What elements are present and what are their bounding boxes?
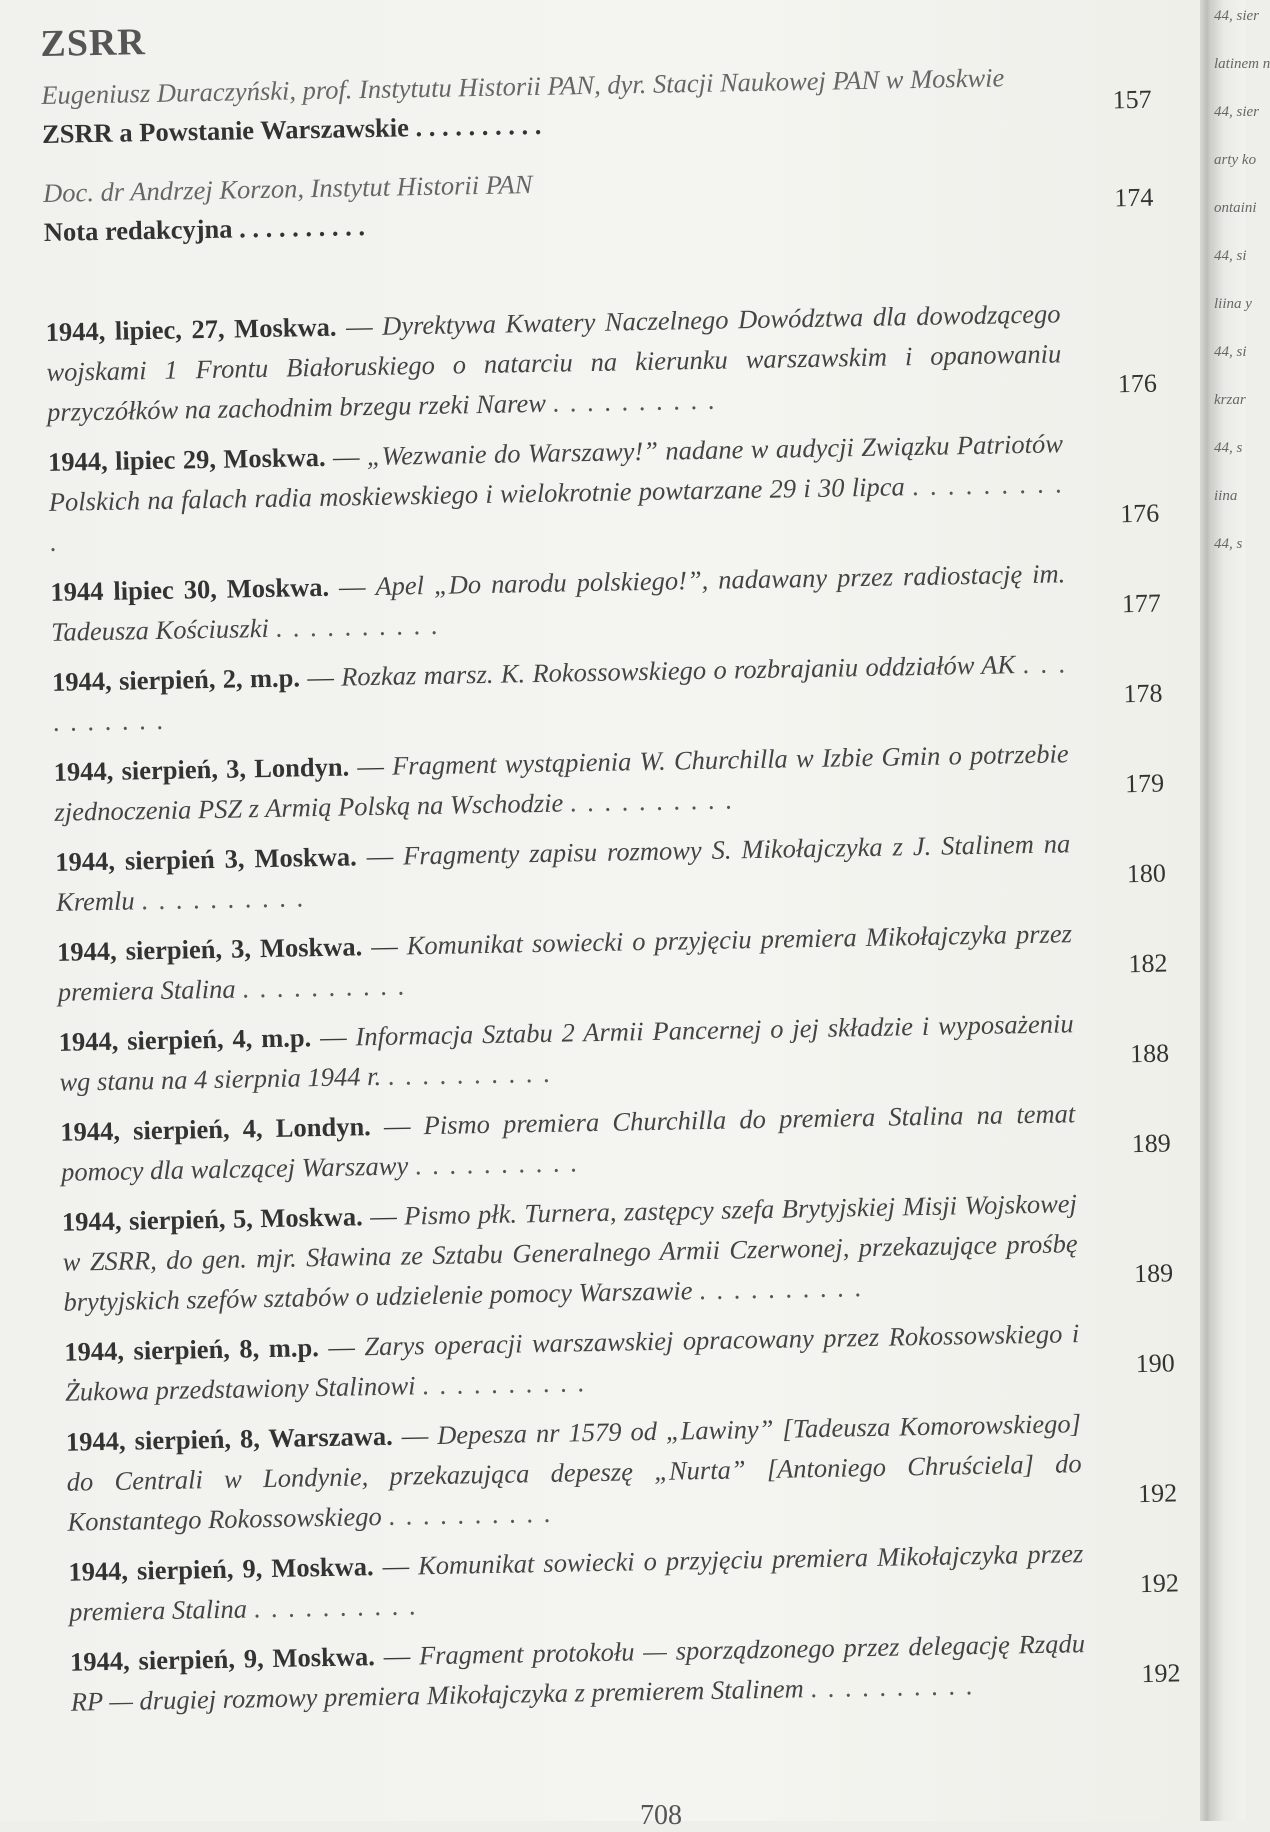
adjacent-page-text: 44, sier xyxy=(1214,8,1259,24)
adjacent-page-text: krzar xyxy=(1214,392,1246,408)
entry-description: Komunikat sowiecki o przyjęciu premiera Mikołajczyka przez premiera Stalina xyxy=(68,1538,1084,1627)
adjacent-page-text: arty ko xyxy=(1214,152,1257,168)
entry-description: Komunikat sowiecki o przyjęciu premiera Mikołajczyka przez premiera Stalina xyxy=(57,918,1073,1007)
adjacent-page-text: 44, s xyxy=(1214,536,1243,552)
dot-leader: . . . . . . . . . . xyxy=(253,1590,418,1624)
entry-separator: — xyxy=(370,930,398,962)
toc-entry xyxy=(53,732,1164,832)
entry-date-place: 1944, sierpień 3, Moskwa. xyxy=(55,841,358,877)
adjacent-page-text: latinem n xyxy=(1214,56,1270,72)
page-ref: 179 xyxy=(1124,768,1165,799)
entry-date-place: 1944, sierpień, 8, Warszawa. xyxy=(65,1420,394,1457)
entry-description: Fragmenty zapisu rozmowy S. Mikołajczyka z J. Stalinem na Kremlu xyxy=(55,828,1071,917)
page-ref: 190 xyxy=(1135,1348,1176,1379)
toc-entry xyxy=(66,1401,1178,1541)
entry-description: Informacja Sztabu 2 Armii Pancernej o jej składzie i wyposażeniu wg stanu na 4 sierpnia 1944 r. xyxy=(59,1008,1074,1097)
entry-separator: — xyxy=(401,1420,429,1451)
article-author: Doc. dr Andrzej Korzon, Instytut Historii PAN xyxy=(42,169,533,208)
dot-leader: . . . . . . . . . . xyxy=(140,882,306,916)
entry-date-place: 1944, sierpień, 9, Moskwa. xyxy=(68,1551,374,1587)
toc-entry xyxy=(58,1001,1169,1101)
entry-date-place: 1944, sierpień, 5, Moskwa. xyxy=(61,1201,363,1237)
entry-description: Fragment protokołu — sporządzonego przez delegację Rządu RP — drugiej rozmowy premiera Mikołajczyka z premierem Stalinem xyxy=(70,1628,1086,1717)
entry-separator: — xyxy=(319,1021,347,1053)
entry-date-place: 1944, sierpień, 2, m.p. xyxy=(51,662,301,697)
toc-entry xyxy=(55,822,1166,922)
entry-separator: — xyxy=(383,1640,411,1671)
dot-leader: . . . . . . . . . . xyxy=(414,1147,579,1181)
dot-leader: . . . . . . . . . . xyxy=(241,970,407,1004)
toc-entry xyxy=(70,1621,1181,1721)
entry-date-place: 1944, lipiec 29, Moskwa. xyxy=(47,441,326,477)
table-of-contents xyxy=(40,2,1181,1732)
dot-leader: . . . . . . . . . . xyxy=(387,1057,552,1091)
page-ref: 189 xyxy=(1131,1128,1171,1159)
dot-leader: . . . . . . . . . . xyxy=(421,1367,587,1401)
adjacent-page-edge xyxy=(1212,0,1270,1821)
page-ref: 178 xyxy=(1123,678,1163,709)
article-title: ZSRR a Powstanie Warszawskie xyxy=(41,112,410,149)
toc-entry xyxy=(45,292,1157,432)
article-title: Nota redakcyjna xyxy=(43,213,233,247)
toc-entry xyxy=(50,552,1161,652)
page-ref: 174 xyxy=(1114,182,1154,213)
page-ref: 177 xyxy=(1121,588,1162,619)
dot-leader: . . . . . . . . . . xyxy=(52,648,1068,737)
page-ref: 176 xyxy=(1119,498,1160,529)
adjacent-page-text: 44, si xyxy=(1214,344,1247,360)
entry-description: Pismo płk. Turnera, zastępcy szefa Brytyjskiej Misji Wojskowej w ZSRR, do gen. mjr. Sławina ze Sztabu Generalnego Armii Czerwonej, przekazujące prośbę brytyjskich szefów sztabów o udzielenie pomocy Warszawie xyxy=(62,1188,1078,1317)
adjacent-page-text: 44, sier xyxy=(1214,104,1259,120)
entry-separator: — xyxy=(332,441,360,472)
page-ref: 176 xyxy=(1117,368,1158,399)
dot-leader: . . . . . . . . . . xyxy=(49,468,1064,557)
page-ref: 180 xyxy=(1126,858,1167,889)
page-ref: 182 xyxy=(1128,948,1168,979)
article-entry xyxy=(43,154,1154,252)
page-number: 708 xyxy=(640,1800,682,1831)
page-ref: 157 xyxy=(1112,84,1152,115)
adjacent-page-text: liina y xyxy=(1214,296,1252,312)
dot-leader: . . . . . . . . . . xyxy=(552,384,717,418)
toc-entry xyxy=(64,1311,1175,1411)
dot-leader: . . . . . . . . . . xyxy=(388,1497,553,1531)
section-title: ZSRR xyxy=(40,21,147,65)
entry-description: Apel „Do narodu polskiego!”, nadawany przez radiostację im. Tadeusza Kościuszki xyxy=(50,558,1066,647)
entry-date-place: 1944, sierpień, 4, m.p. xyxy=(58,1022,312,1057)
dot-leader: . . . . . . . . . . xyxy=(569,784,734,818)
entry-date-place: 1944, sierpień, 4, Londyn. xyxy=(60,1111,372,1147)
entry-separator: — xyxy=(383,1110,411,1141)
entry-description: Fragment wystąpienia W. Churchilla w Izbie Gmin o potrzebie zjednoczenia PSZ z Armią Polską na Wschodzie xyxy=(54,738,1069,827)
page-ref: 192 xyxy=(1139,1568,1180,1599)
entry-separator: — xyxy=(366,840,394,872)
page-ref: 189 xyxy=(1133,1258,1174,1289)
adjacent-page-text: ontaini xyxy=(1214,200,1257,216)
toc-entry xyxy=(60,1091,1171,1191)
entry-description: Pismo premiera Churchilla do premiera Stalina na temat pomocy dla walczącej Warszawy xyxy=(60,1098,1076,1187)
article-entry xyxy=(41,56,1152,154)
entry-separator: — xyxy=(382,1550,410,1581)
dot-leader: . . . . . . . . . . xyxy=(238,211,366,244)
adjacent-page-text: 44, s xyxy=(1214,440,1243,456)
toc-entry xyxy=(62,1181,1174,1321)
entry-description: Rozkaz marsz. K. Rokossowskiego o rozbrajaniu oddziałów AK xyxy=(340,649,1016,692)
entry-separator: — xyxy=(338,571,366,602)
entry-description: „Wezwanie do Warszawy!” nadane w audycji Związku Patriotów Polskich na falach radia moskiewskiego i wielokrotnie powtarzane 29 i 30 lipca xyxy=(48,428,1064,517)
entry-date-place: 1944, sierpień, 3, Moskwa. xyxy=(56,931,363,967)
entry-date-place: 1944, sierpień, 3, Londyn. xyxy=(53,751,350,787)
entry-description: Depesza nr 1579 od „Lawiny” [Tadeusza Komorowskiego] do Centrali w Londynie, przekazująca depeszę „Nurta” [Antoniego Chruściela] do Konstantego Rokossowskiego xyxy=(66,1408,1082,1537)
entry-separator: — xyxy=(328,1331,356,1362)
entry-separator: — xyxy=(357,750,385,782)
entry-date-place: 1944, lipiec, 27, Moskwa. xyxy=(45,311,337,347)
toc-entry xyxy=(68,1531,1179,1631)
toc-entry xyxy=(57,912,1168,1012)
entry-date-place: 1944 lipiec 30, Moskwa. xyxy=(50,571,330,607)
dot-leader: . . . . . . . . . . xyxy=(698,1272,864,1306)
entry-description: Zarys operacji warszawskiej opracowany przez Rokossowskiego i Żukowa przedstawiony Stalinowi xyxy=(64,1318,1080,1407)
entry-separator: — xyxy=(307,661,335,693)
adjacent-page-text: 44, si xyxy=(1214,248,1247,264)
entry-separator: — xyxy=(345,310,373,342)
article-author: Eugeniusz Duraczyński, prof. Instytutu Historii PAN, dyr. Stacji Naukowej PAN w Moskwie xyxy=(41,62,1005,110)
toc-entry xyxy=(48,422,1160,562)
page-ref: 188 xyxy=(1129,1038,1170,1069)
page-ref: 192 xyxy=(1141,1658,1181,1689)
document-list xyxy=(45,292,1181,1722)
entry-separator: — xyxy=(369,1200,397,1232)
dot-leader: . . . . . . . . . . xyxy=(275,609,440,643)
toc-entry xyxy=(52,642,1163,742)
dot-leader: . . . . . . . . . . xyxy=(415,109,542,143)
dot-leader: . . . . . . . . . . xyxy=(810,1670,975,1704)
page-ref: 192 xyxy=(1137,1478,1178,1509)
adjacent-page-text: iina xyxy=(1214,488,1238,504)
entry-date-place: 1944, sierpień, 8, m.p. xyxy=(64,1332,320,1367)
entry-description: Dyrektywa Kwatery Naczelnego Dowództwa dla dowodzącego wojskami 1 Frontu Białoruskiego o natarciu na kierunku warszawskim i opanowaniu przyczółków na zachodnim brzegu rzeki Narew xyxy=(46,298,1062,427)
entry-date-place: 1944, sierpień, 9, Moskwa. xyxy=(69,1641,376,1677)
